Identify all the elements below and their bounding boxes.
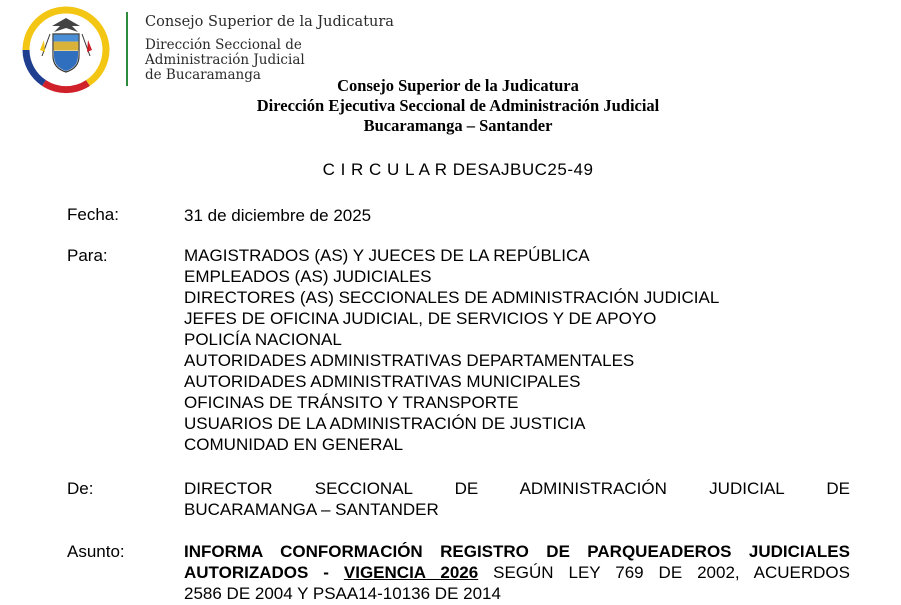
title-line: Dirección Ejecutiva Seccional de Administración Judicial <box>256 96 660 115</box>
fecha-label: Fecha: <box>67 205 119 224</box>
header-direction-line: Administración Judicial <box>145 52 305 68</box>
asunto-vigencia: VIGENCIA 2026 <box>343 563 479 582</box>
title-line: Bucaramanga – Santander <box>363 116 553 135</box>
asunto-rest: SEGÚN LEY 769 DE 2002, ACUERDOS <box>478 563 850 582</box>
asunto-value <box>184 541 850 604</box>
circular-number: C I R C U L A R DESAJBUC25-49 <box>322 160 594 179</box>
title-block <box>0 76 901 136</box>
recipient-item: AUTORIDADES ADMINISTRATIVAS MUNICIPALES <box>184 372 581 391</box>
de-label: De: <box>67 479 94 498</box>
header-direction-line: de Bucaramanga <box>145 67 261 83</box>
asunto-line <box>184 562 850 583</box>
asunto-label: Asunto: <box>67 542 125 561</box>
fecha-value: 31 de diciembre de 2025 <box>184 206 372 225</box>
recipient-item: DIRECTORES (AS) SECCIONALES DE ADMINISTRACIÓN JUDICIAL <box>184 288 720 307</box>
recipient-item: JEFES DE OFICINA JUDICIAL, DE SERVICIOS Y DE APOYO <box>184 309 657 328</box>
recipient-item: POLICÍA NACIONAL <box>184 330 342 349</box>
de-line: BUCARAMANGA – SANTANDER <box>184 500 439 519</box>
recipient-item: EMPLEADOS (AS) JUDICIALES <box>184 267 432 286</box>
recipient-item: OFICINAS DE TRÁNSITO Y TRANSPORTE <box>184 393 519 412</box>
recipient-item: AUTORIDADES ADMINISTRATIVAS DEPARTAMENTALES <box>184 351 635 370</box>
recipient-item: COMUNIDAD EN GENERAL <box>184 435 404 454</box>
de-value <box>184 478 850 520</box>
recipient-list <box>184 245 719 455</box>
asunto-line: INFORMA CONFORMACIÓN REGISTRO DE PARQUEADEROS JUDICIALES <box>184 542 850 561</box>
para-label: Para: <box>67 246 108 265</box>
header-divider <box>126 12 128 86</box>
recipient-item: USUARIOS DE LA ADMINISTRACIÓN DE JUSTICIA <box>184 414 586 433</box>
recipient-item: MAGISTRADOS (AS) Y JUECES DE LA REPÚBLICA <box>184 246 590 265</box>
asunto-bold: AUTORIZADOS - <box>184 563 344 582</box>
asunto-line: 2586 DE 2004 Y PSAA14-10136 DE 2014 <box>184 584 501 603</box>
header-council-name: Consejo Superior de la Judicatura <box>145 14 394 30</box>
header-direction-line: Dirección Seccional de <box>145 37 302 53</box>
title-line: Consejo Superior de la Judicatura <box>337 76 579 95</box>
de-line: DIRECTOR SECCIONAL DE ADMINISTRACIÓN JUDICIAL DE <box>184 479 850 498</box>
